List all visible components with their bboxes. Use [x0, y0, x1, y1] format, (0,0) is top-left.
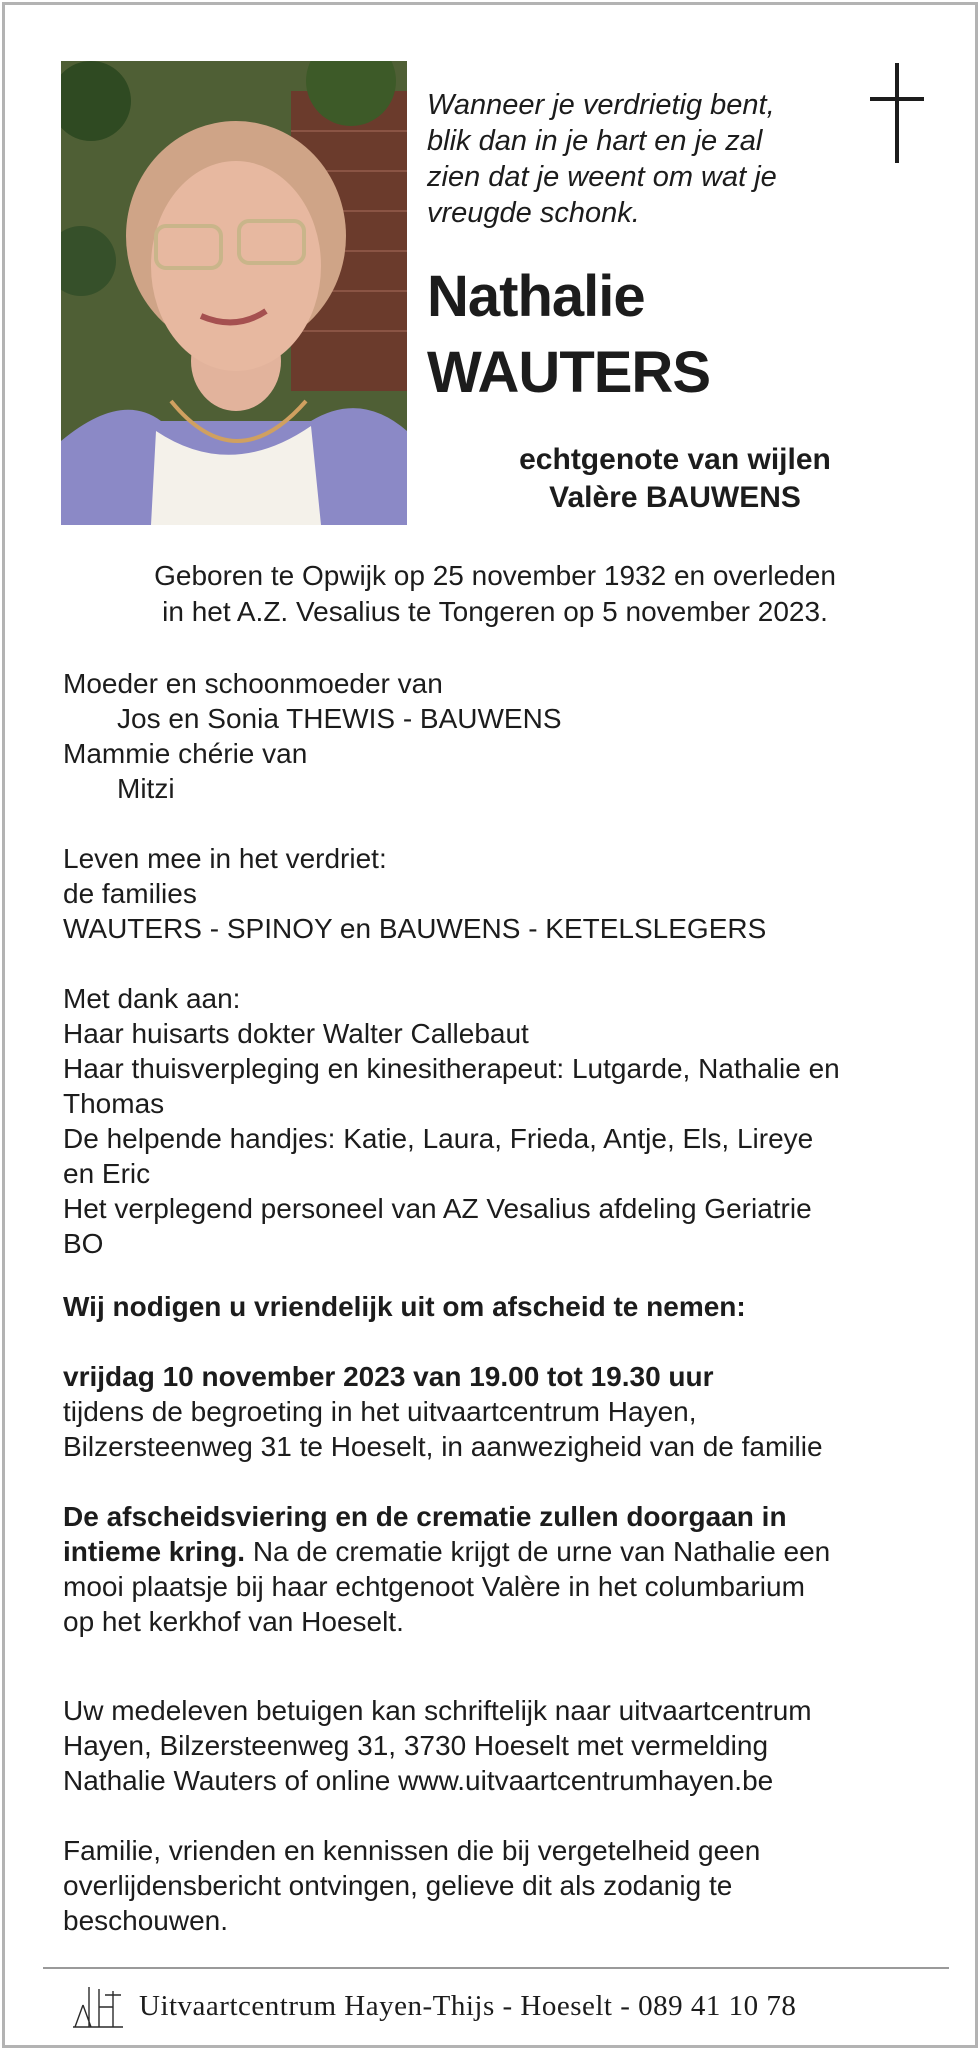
- footer-text: Uitvaartcentrum Hayen-Thijs - Hoeselt - 089 41 10 78: [139, 1989, 797, 2022]
- invite-heading-section: [63, 1289, 943, 1324]
- cross-icon: [867, 63, 927, 163]
- thanks-line: Haar huisarts dokter Walter Callebaut: [63, 1018, 529, 1049]
- condolence-section: [63, 1693, 943, 1798]
- notice-line: overlijdensbericht ontvingen, gelieve dit als zodanig te: [63, 1870, 733, 1901]
- visitation-line: tijdens de begroeting in het uitvaartcentrum Hayen,: [63, 1396, 697, 1427]
- thanks-line: Met dank aan:: [63, 983, 241, 1014]
- first-name: Nathalie: [427, 264, 645, 329]
- condolence-line: Hayen, Bilzersteenweg 31, 3730 Hoeselt met vermelding: [63, 1730, 769, 1761]
- portrait-illustration: [61, 61, 407, 525]
- thanks-line: BO: [63, 1228, 104, 1259]
- notice-line: Familie, vrienden en kennissen die bij vergetelheid geen: [63, 1835, 761, 1866]
- ceremony-line: De afscheidsviering en de crematie zullen doorgaan in: [63, 1501, 787, 1532]
- portrait-photo: [61, 61, 407, 525]
- quote-line: Wanneer je verdrietig bent,: [427, 89, 775, 121]
- family-line: Moeder en schoonmoeder van: [63, 668, 443, 699]
- thanks-line: en Eric: [63, 1158, 151, 1189]
- deceased-name: [427, 259, 887, 411]
- quote-line: vreugde schonk.: [427, 197, 640, 229]
- notice-line: beschouwen.: [63, 1905, 229, 1936]
- footer: [69, 1981, 949, 2031]
- thanks-line: De helpende handjes: Katie, Laura, Frieda, Antje, Els, Lireye: [63, 1123, 814, 1154]
- family-line: Jos en Sonia THEWIS - BAUWENS: [117, 703, 562, 734]
- mourners-line: WAUTERS - SPINOY en BAUWENS - KETELSLEGERS: [63, 913, 767, 944]
- ceremony-section: [63, 1499, 943, 1639]
- family-section: [63, 666, 943, 806]
- family-line: Mammie chérie van: [63, 738, 308, 769]
- visitation-line: Bilzersteenweg 31 te Hoeselt, in aanwezigheid van de familie: [63, 1431, 823, 1462]
- birth-death-info: [61, 558, 929, 630]
- mourners-line: de families: [63, 878, 197, 909]
- last-name: WAUTERS: [427, 340, 710, 405]
- thanks-line: Thomas: [63, 1088, 165, 1119]
- spouse-line-2: Valère BAUWENS: [549, 481, 801, 514]
- invite-heading: Wij nodigen u vriendelijk uit om afscheid te nemen:: [63, 1291, 746, 1322]
- footer-divider: [43, 1967, 949, 1969]
- quote-line: blik dan in je hart en je zal: [427, 125, 763, 157]
- spouse-line-1: echtgenote van wijlen: [519, 443, 831, 476]
- mourners-section: [63, 841, 943, 946]
- ceremony-fragment: Na de crematie krijgt de urne van Nathalie een: [245, 1536, 831, 1567]
- thanks-line: Haar thuisverpleging en kinesitherapeut: Lutgarde, Nathalie en: [63, 1053, 840, 1084]
- ceremony-bold-fragment: intieme kring.: [63, 1536, 246, 1567]
- obituary-card: [2, 2, 978, 2048]
- ceremony-line-mixed: [63, 1534, 943, 1569]
- family-line: Mitzi: [117, 773, 175, 804]
- visitation-date: vrijdag 10 november 2023 van 19.00 tot 19.30 uur: [63, 1361, 714, 1392]
- ceremony-line: mooi plaatsje bij haar echtgenoot Valère in het columbarium: [63, 1571, 805, 1602]
- thanks-section: [63, 981, 943, 1261]
- born-line-1: Geboren te Opwijk op 25 november 1932 en overleden: [154, 560, 836, 591]
- funeral-home-logo-icon: [69, 1981, 125, 2031]
- visitation-section: [63, 1359, 943, 1464]
- quote-block: [427, 87, 847, 231]
- thanks-line: Het verplegend personeel van AZ Vesalius afdeling Geriatrie: [63, 1193, 812, 1224]
- quote-line: zien dat je weent om wat je: [427, 161, 777, 193]
- spouse-info: [445, 441, 905, 517]
- born-line-2: in het A.Z. Vesalius te Tongeren op 5 november 2023.: [162, 596, 828, 627]
- ceremony-line: op het kerkhof van Hoeselt.: [63, 1606, 404, 1637]
- mourners-line: Leven mee in het verdriet:: [63, 843, 387, 874]
- condolence-line: Uw medeleven betuigen kan schriftelijk naar uitvaartcentrum: [63, 1695, 812, 1726]
- notice-section: [63, 1833, 943, 1938]
- condolence-line: Nathalie Wauters of online www.uitvaartcentrumhayen.be: [63, 1765, 774, 1796]
